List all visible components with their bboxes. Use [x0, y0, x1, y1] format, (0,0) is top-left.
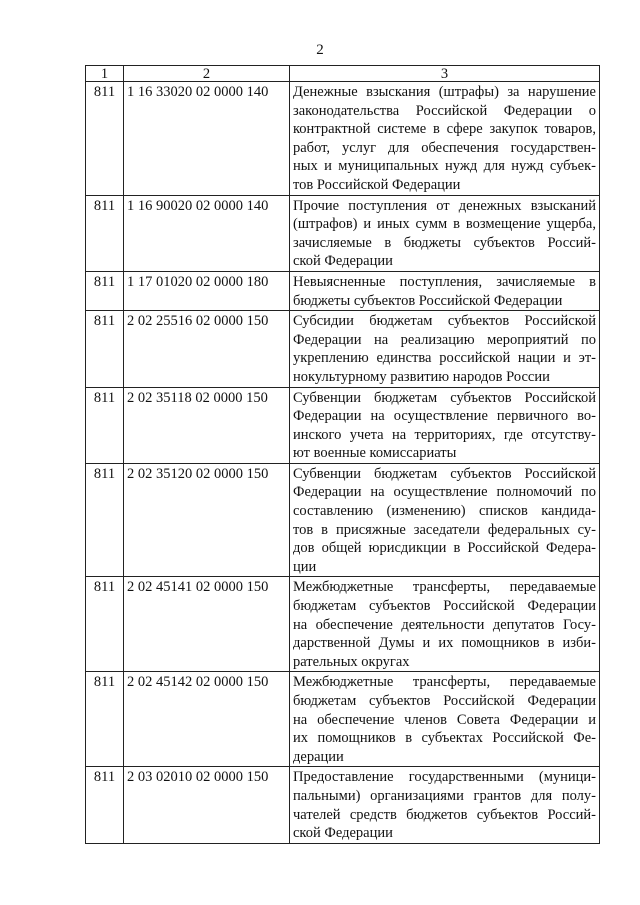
description-line: Межбюджетные трансферты, передаваемые	[293, 674, 596, 691]
description-line: Субвенции бюджетам субъектов Российской	[293, 389, 596, 406]
budget-code-cell: 1 16 33020 02 0000 140	[124, 82, 290, 196]
description-cell	[290, 387, 600, 463]
table-row	[86, 387, 600, 463]
table-row	[86, 463, 600, 577]
description-line: дов общей юрисдикции в Российской Федера-	[293, 540, 596, 557]
admin-code-cell: 811	[86, 463, 124, 577]
budget-code-cell: 1 16 90020 02 0000 140	[124, 195, 290, 271]
description-line: Денежные взыскания (штрафы) за нарушение	[293, 84, 596, 100]
table-row	[86, 195, 600, 271]
description-line: бюджетам субъектов Российской Федерации	[293, 598, 596, 615]
description-line: чателей средств бюджетов субъектов Россий-	[293, 806, 596, 823]
description-line: нокультурному развитию народов России	[293, 368, 550, 385]
description-line: рательных округах	[293, 653, 410, 670]
description-line: работ, услуг для обеспечения государствен-	[293, 139, 596, 156]
description-line: Субвенции бюджетам субъектов Российской	[293, 465, 596, 482]
table-row	[86, 577, 600, 672]
description-line: Федерации на реализацию мероприятий по	[293, 331, 596, 348]
description-line: контрактной системе в сфере закупок товаров,	[293, 121, 596, 138]
admin-code-cell: 811	[86, 311, 124, 387]
description-line: Федерации на осуществление полномочий по	[293, 484, 596, 501]
description-line: ской Федерации	[293, 253, 393, 270]
table-row	[86, 271, 600, 310]
budget-code-cell: 2 02 45141 02 0000 150	[124, 577, 290, 672]
budget-code-cell: 2 02 25516 02 0000 150	[124, 311, 290, 387]
admin-code-cell: 811	[86, 767, 124, 843]
description-line: бюджетам субъектов Российской Федерации	[293, 693, 596, 709]
budget-code-cell: 2 02 45142 02 0000 150	[124, 672, 290, 767]
description-line: Прочие поступления от денежных взысканий	[293, 197, 596, 214]
column-header-3: 3	[290, 66, 600, 82]
description-line: (штрафов) и иных сумм в возмещение ущерба,	[293, 216, 596, 233]
description-line: составлению (изменению) списков кандида-	[293, 503, 596, 520]
description-line: укреплению единства российской нации и эт-	[293, 350, 596, 367]
description-cell	[290, 195, 600, 271]
table-row	[86, 672, 600, 767]
budget-code-cell: 2 03 02010 02 0000 150	[124, 767, 290, 843]
description-line: Субсидии бюджетам субъектов Российской	[293, 313, 596, 330]
budget-code-cell: 2 02 35118 02 0000 150	[124, 387, 290, 463]
description-cell	[290, 311, 600, 387]
table-body	[86, 82, 600, 844]
table-row	[86, 82, 600, 196]
description-line: Межбюджетные трансферты, передаваемые	[293, 579, 596, 596]
description-line: бюджеты субъектов Российской Федерации	[293, 292, 563, 309]
budget-code-cell: 2 02 35120 02 0000 150	[124, 463, 290, 577]
admin-code-cell: 811	[86, 195, 124, 271]
description-line: Предоставление государственными (муници-	[293, 769, 596, 786]
table-header-row	[86, 66, 600, 82]
description-line: Федерации на осуществление первичного во-	[293, 408, 596, 425]
description-line: дарственной Думы и их помощников в изби-	[293, 635, 596, 652]
description-line: Невыясненные поступления, зачисляемые в	[293, 273, 596, 290]
description-cell	[290, 577, 600, 672]
description-line: зачисляемые в бюджеты субъектов Россий-	[293, 234, 596, 251]
description-line: тов Российской Федерации	[293, 176, 461, 193]
admin-code-cell: 811	[86, 82, 124, 196]
description-cell	[290, 271, 600, 310]
description-line: дерации	[293, 748, 344, 765]
description-line: ской Федерации	[293, 825, 393, 842]
description-line: ции	[293, 558, 317, 575]
description-line: ных и муниципальных нужд для нужд субъек-	[293, 158, 596, 175]
description-line: законодательства Российской Федерации о	[293, 102, 596, 119]
description-cell	[290, 82, 600, 196]
description-cell	[290, 463, 600, 577]
admin-code-cell: 811	[86, 387, 124, 463]
description-line: ют военные комиссариаты	[293, 445, 457, 462]
page-number: 2	[316, 42, 324, 58]
description-cell	[290, 672, 600, 767]
budget-code-cell: 1 17 01020 02 0000 180	[124, 271, 290, 310]
revenue-codes-table	[85, 65, 600, 844]
column-header-2: 2	[124, 66, 290, 82]
admin-code-cell: 811	[86, 271, 124, 310]
description-line: на обеспечение деятельности депутатов Госу-	[293, 616, 596, 633]
table-row	[86, 311, 600, 387]
description-line: инского учета на территориях, где отсутству-	[293, 426, 596, 443]
description-line: их помощников в субъектах Российской Фе-	[293, 730, 596, 747]
table-row	[86, 767, 600, 843]
admin-code-cell: 811	[86, 577, 124, 672]
description-line: пальными) организациями грантов для полу-	[293, 787, 596, 804]
admin-code-cell: 811	[86, 672, 124, 767]
description-line: на обеспечение членов Совета Федерации и	[293, 711, 596, 728]
column-header-1: 1	[86, 66, 124, 82]
description-line: тов в присяжные заседатели федеральных су-	[293, 521, 596, 538]
description-cell	[290, 767, 600, 843]
